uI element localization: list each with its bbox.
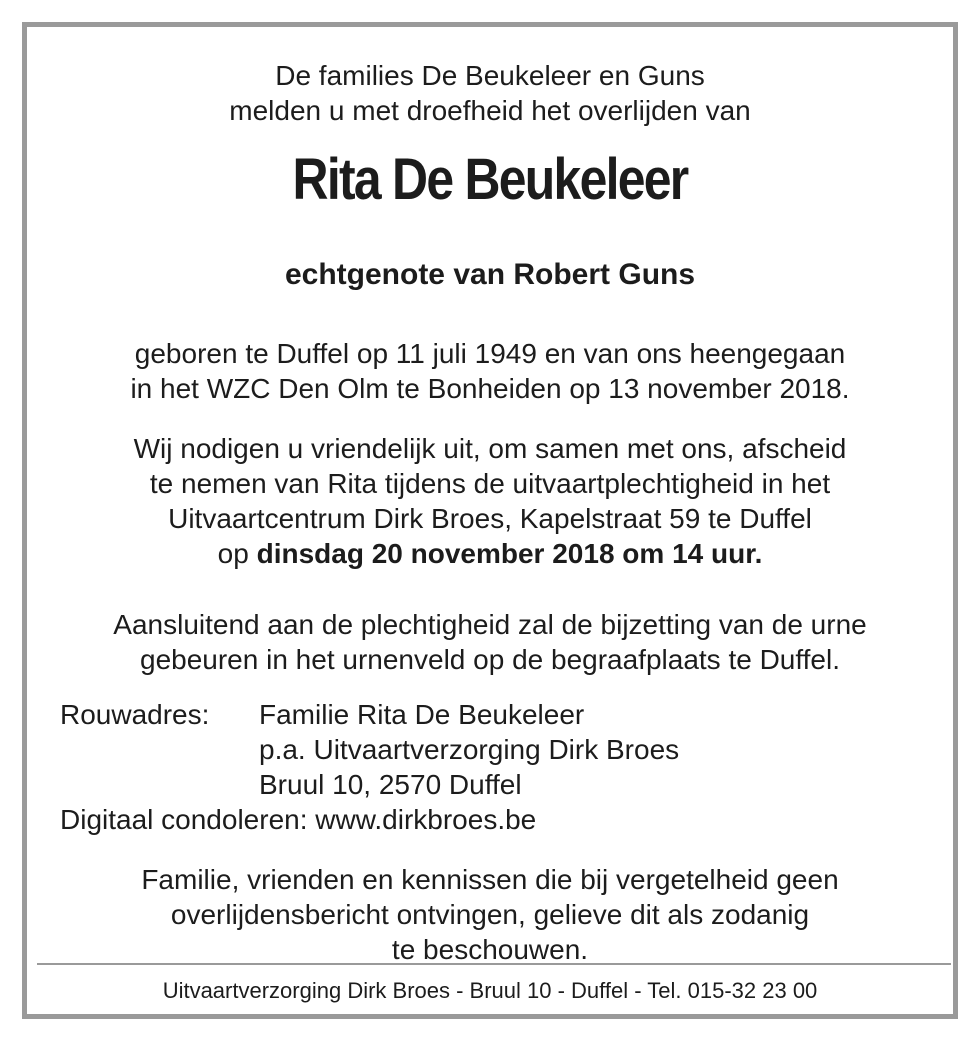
funeral-date-time: dinsdag 20 november 2018 om 14 uur. — [256, 538, 763, 569]
funeral-invitation — [27, 431, 953, 571]
urn-interment-text — [27, 607, 953, 677]
notice-line-2: overlijdensbericht ontvingen, gelieve dit als zodanig — [170, 899, 810, 930]
urn-line-1: Aansluitend aan de plechtigheid zal de bijzetting van de urne — [113, 609, 867, 640]
invitation-line-4 — [27, 536, 953, 571]
invitation-line-2: te nemen van Rita tijdens de uitvaartplechtigheid in het — [149, 468, 831, 499]
intro-text — [27, 58, 953, 128]
deceased-name: Rita De Beukeleer — [292, 147, 688, 212]
digital-condolence-link[interactable]: Digitaal condoleren: www.dirkbroes.be — [60, 804, 537, 835]
mourning-address-line-2: p.a. Uitvaartverzorging Dirk Broes — [259, 734, 680, 765]
notification-disclaimer — [27, 862, 953, 967]
birth-death-line-2: in het WZC Den Olm te Bonheiden op 13 november 2018. — [130, 373, 850, 404]
birth-death-info — [27, 336, 953, 406]
invitation-line-1: Wij nodigen u vriendelijk uit, om samen met ons, afscheid — [133, 433, 847, 464]
death-notice-frame — [22, 22, 958, 1019]
notice-line-3: te beschouwen. — [391, 934, 589, 965]
spouse-line: echtgenote van Robert Guns — [284, 258, 696, 291]
mourning-address-line-3: Bruul 10, 2570 Duffel — [259, 769, 522, 800]
mourning-address-line-1: Familie Rita De Beukeleer — [259, 699, 585, 730]
footer-divider — [37, 963, 951, 965]
birth-death-line-1: geboren te Duffel op 11 juli 1949 en van ons heengegaan — [134, 338, 846, 369]
urn-line-2: gebeuren in het urnenveld op de begraafplaats te Duffel. — [140, 644, 840, 675]
funeral-home-footer: Uitvaartverzorging Dirk Broes - Bruul 10 - Duffel - Tel. 015-32 23 00 — [162, 978, 818, 1003]
invitation-date-prefix: op — [217, 538, 257, 569]
intro-line-1: De families De Beukeleer en Guns — [275, 60, 705, 91]
mourning-address — [60, 697, 679, 802]
invitation-line-3: Uitvaartcentrum Dirk Broes, Kapelstraat 59 te Duffel — [168, 503, 812, 534]
intro-line-2: melden u met droefheid het overlijden van — [229, 95, 751, 126]
notice-line-1: Familie, vrienden en kennissen die bij vergetelheid geen — [141, 864, 839, 895]
mourning-address-label: Rouwadres: — [60, 699, 210, 730]
